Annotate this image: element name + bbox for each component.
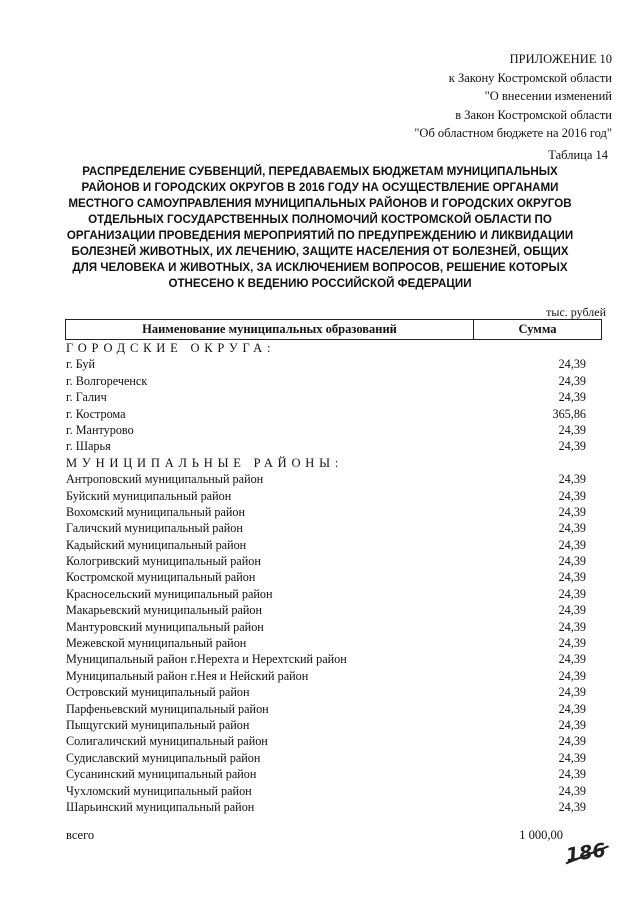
table-row: [66, 471, 586, 487]
table-row: [66, 438, 586, 454]
table-row: [66, 406, 586, 422]
row-value: 24,39: [558, 390, 586, 405]
row-name: г. Галич: [66, 390, 107, 405]
section-heading-city-districts: ГОРОДСКИЕ ОКРУГА:: [66, 341, 276, 355]
row-name: Сусанинский муниципальный район: [66, 767, 257, 782]
table-row: [66, 488, 586, 504]
row-value: 24,39: [558, 586, 586, 601]
row-value: 24,39: [558, 488, 586, 503]
row-value: 24,39: [558, 504, 586, 519]
row-value: 24,39: [558, 717, 586, 732]
row-value: 24,39: [558, 570, 586, 585]
total-row: [66, 828, 563, 843]
row-value: 24,39: [558, 750, 586, 765]
table-row: [66, 569, 586, 585]
table-row: [66, 750, 586, 766]
row-name: Кологривский муниципальный район: [66, 554, 261, 569]
row-name: Макарьевский муниципальный район: [66, 603, 263, 618]
row-value: 24,39: [558, 668, 586, 683]
row-name: г. Волгореченск: [66, 373, 148, 388]
table-row: [66, 668, 586, 684]
table-number: Таблица 14: [548, 148, 608, 162]
row-value: 24,39: [558, 357, 586, 372]
row-name: Межевской муниципальный район: [66, 636, 247, 651]
row-value: 24,39: [558, 439, 586, 454]
table-row: [66, 553, 586, 569]
column-header-sum: Сумма: [518, 322, 557, 336]
row-value: 24,39: [558, 603, 586, 618]
row-name: Костромской муниципальный район: [66, 570, 256, 585]
row-name: Антроповский муниципальный район: [66, 472, 264, 487]
appendix-line: в Закон Костромской области: [455, 107, 612, 122]
table-row: [66, 520, 586, 536]
table-row: [66, 356, 586, 372]
row-name: Вохомский муниципальный район: [66, 504, 246, 519]
row-value: 24,39: [558, 636, 586, 651]
table-row: [66, 799, 586, 815]
table-body: [66, 340, 586, 815]
table-row: [66, 651, 586, 667]
table-row: [66, 373, 586, 389]
row-name: Красносельский муниципальный район: [66, 586, 273, 601]
row-name: Парфеньевский муниципальный район: [66, 701, 269, 716]
row-value: 24,39: [558, 422, 586, 437]
row-value: 24,39: [558, 472, 586, 487]
section-heading-municipal-districts: МУНИЦИПАЛЬНЫЕ РАЙОНЫ:: [66, 455, 344, 470]
row-name: Галичский муниципальный район: [66, 521, 243, 536]
row-name: г. Шарья: [66, 439, 111, 454]
total-label: всего: [66, 828, 95, 842]
row-value: 24,39: [558, 619, 586, 634]
row-name: Чухломский муниципальный район: [66, 783, 252, 798]
document-title: РАСПРЕДЕЛЕНИЕ СУБВЕНЦИЙ, ПЕРЕДАВАЕМЫХ БЮДЖЕТАМ МУНИЦИПАЛЬНЫХ РАЙОНОВ И ГОРОДСКИХ ОКРУГОВ В 2016 ГОДУ НА ОСУЩЕСТВЛЕНИЕ ОРГАНАМИ МЕСТНОГО САМОУПРАВЛЕНИЯ МУНИЦИПАЛЬНЫХ РАЙОНОВ И ГОРОДСКИХ ОКРУГОВ ОТДЕЛЬНЫХ ГОСУДАРСТВЕННЫХ ПОЛНОМОЧИЙ КОСТРОМСКОЙ ОБЛАСТИ ПО ОРГАНИЗАЦИИ ПРОВЕДЕНИЯ МЕРОПРИЯТИЙ ПО ПРЕДУПРЕЖДЕНИЮ И ЛИКВИДАЦИИ БОЛЕЗНЕЙ ЖИВОТНЫХ, ИХ ЛЕЧЕНИЮ, ЗАЩИТЕ НАСЕЛЕНИЯ ОТ БОЛЕЗНЕЙ, ОБЩИХ ДЛЯ ЧЕЛОВЕКА И ЖИВОТНЫХ, ЗА ИСКЛЮЧЕНИЕМ ВОПРОСОВ, РЕШЕНИЕ КОТОРЫХ ОТНЕСЕНО К ВЕДЕНИЮ РОССИЙСКОЙ ФЕДЕРАЦИИ: [66, 165, 574, 290]
row-name: Солигаличский муниципальный район: [66, 734, 268, 749]
row-value: 24,39: [558, 734, 586, 749]
appendix-line: ПРИЛОЖЕНИЕ 10: [509, 52, 612, 66]
table-header: [65, 319, 602, 340]
table-row: [66, 389, 586, 405]
row-value: 24,39: [558, 652, 586, 667]
table-row: [66, 701, 586, 717]
table-row: [66, 766, 586, 782]
table-row: [66, 619, 586, 635]
row-value: 24,39: [558, 783, 586, 798]
table-row: [66, 733, 586, 749]
table-row: [66, 602, 586, 618]
appendix-line: "Об областном бюджете на 2016 год": [414, 126, 612, 141]
row-name: Мантуровский муниципальный район: [66, 619, 264, 634]
row-name: Кадыйский муниципальный район: [66, 537, 247, 552]
row-name: Буйский муниципальный район: [66, 488, 232, 503]
city-rows: [66, 356, 586, 454]
row-name: Пыщугский муниципальный район: [66, 717, 250, 732]
appendix-line: "О внесении изменений: [484, 89, 612, 104]
table-row: [66, 537, 586, 553]
row-name: г. Буй: [66, 357, 96, 372]
table-row: [66, 717, 586, 733]
row-name: Муниципальный район г.Нея и Нейский район: [66, 668, 309, 683]
row-name: Судиславский муниципальный район: [66, 750, 261, 765]
column-header-name: Наименование муниципальных образований: [66, 320, 474, 339]
row-value: 24,39: [558, 799, 586, 814]
row-value: 24,39: [558, 554, 586, 569]
row-name: г. Кострома: [66, 406, 126, 421]
table-row: [66, 586, 586, 602]
row-value: 24,39: [558, 701, 586, 716]
row-name: Островский муниципальный район: [66, 685, 250, 700]
row-name: Шарьинский муниципальный район: [66, 799, 255, 814]
row-value: 365,86: [552, 406, 586, 421]
district-rows: [66, 471, 586, 815]
table-row: [66, 684, 586, 700]
row-name: Муниципальный район г.Нерехта и Нерехтский район: [66, 652, 347, 667]
row-value: 24,39: [558, 537, 586, 552]
row-value: 24,39: [558, 685, 586, 700]
appendix-header: [414, 50, 612, 143]
row-value: 24,39: [558, 521, 586, 536]
table-row: [66, 422, 586, 438]
appendix-line: к Закону Костромской области: [448, 70, 612, 85]
units-label: тыс. рублей: [546, 305, 606, 319]
handwritten-page-number: 186: [564, 839, 608, 867]
table-row: [66, 635, 586, 651]
row-name: г. Мантурово: [66, 422, 134, 437]
total-value: 1 000,00: [519, 828, 563, 842]
table-row: [66, 504, 586, 520]
table-row: [66, 783, 586, 799]
row-value: 24,39: [558, 373, 586, 388]
row-value: 24,39: [558, 767, 586, 782]
